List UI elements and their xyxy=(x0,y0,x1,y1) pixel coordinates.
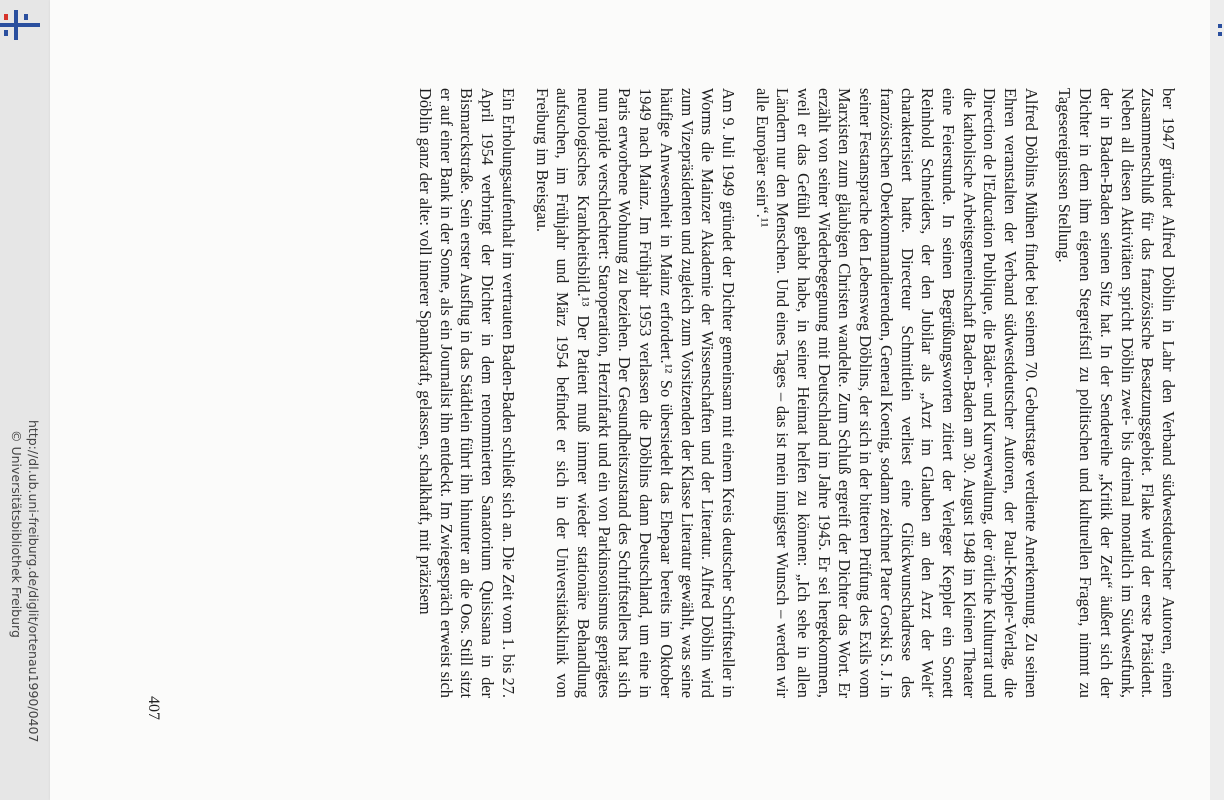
footer xyxy=(0,0,50,800)
paragraph-1: ber 1947 gründet Alfred Döblin in Lahr den Verband südwestdeutscher Autoren, einen Zusammenschluß für das französische Besatzungsgebiet. Flake wird der erste Präsident. Neben all diesen Aktivitäten spricht Döblin zwei- bis dreimal monatlich im Südwestfunk, der in Baden-Baden seinen Sitz hat. In der Sendereihe „Kritik der Zeit“ äußert sich der Dichter in dem ihm eigenen Stegreifstil zu politischen und kulturellen Fragen, nimmt zu Tagesereignissen Stellung. xyxy=(1055,88,1178,698)
paragraph-2: Alfred Döblins Mühen findet bei seinem 70. Geburtstage verdiente Anerkennung. Zu seinen Ehren veranstalten der Verband südwestdeutscher Autoren, der Paul-Keppler-Verlag, die Direction de l'Education Publique, die Bäder- und Kurverwaltung, der örtliche Kulturrat und die katholische Arbeitsgemeinschaft Baden-Baden am 30. August 1948 im Kleinen Theater eine Feierstunde. In seinen Begrüßungsworten zitiert der Verleger Keppler ein Sonett Reinhold Schneiders, der den Jubilar als „Arzt im Glauben an den Arzt der Welt“ charakterisiert hatte. Directeur Schmittlein verliest eine Glückwunschadresse des französischen Oberkommandierenden, General Koenig, sodann zeichnet Pater Gorski S. J. in seiner Festansprache den Lebensweg Döblins, der sich in der bitteren Prüfung des Exils vom Marxisten zum gläubigen Christen wandelte. Zum Schluß ergreift der Dichter das Wort. Er erzählt von seiner Wiederbegegnung mit Deutschland im Jahre 1945. Er sei hergekommen, weil er das Gefühl gehabt habe, in seiner Heimat helfen zu können: „Ich sehe in allen Ländern nur den Menschen. Und eines Tages – das ist mein innigster Wunsch – werden wir alle Europäer sein“.¹¹ xyxy=(752,88,1041,698)
source-url[interactable]: http://dl.ub.uni-freiburg.de/diglit/ortenau1990/0407 xyxy=(26,420,41,743)
footer-rotated xyxy=(0,10,50,790)
viewer-left-strip xyxy=(0,0,50,800)
rotated-page-content xyxy=(50,10,1210,790)
viewer-right-edge xyxy=(1210,0,1224,800)
edge-marker-icon xyxy=(1218,24,1222,38)
copyright-notice: © Universitätsbibliothek Freiburg xyxy=(9,430,24,638)
paragraph-4: Ein Erholungsaufenthalt im vertrauten Baden-Baden schließt sich an. Die Zeit vom 1. bis 27. April 1954 verbringt der Dichter in dem renommierten Sanatorium Quisisana in der Bismarckstraße. Sein erster Ausflug in das Städtlein führt ihn hinunter an die Oos. Still sitzt er auf einer Bank in der Sonne, als ein Journalist ihn entdeckt. Im Zwiegespräch erweist sich Döblin ganz der alte: voll innerer Spannkraft, gelassen, schalkhaft, mit präzisem xyxy=(416,88,518,698)
scanned-page xyxy=(50,0,1210,800)
page-number: 407 xyxy=(145,696,162,720)
page-body xyxy=(401,88,1178,698)
paragraph-3: Am 9. Juli 1949 gründet der Dichter gemeinsam mit einem Kreis deutscher Schriftsteller in Worms die Mainzer Akademie der Wissenschaften und der Literatur. Alfred Döblin wird zum Vizepräsidenten und zugleich zum Vorsitzenden der Klasse Literatur gewählt, was seine häufige Anwesenheit in Mainz erfordert.¹² So übersiedelt das Ehepaar bereits im Oktober 1949 nach Mainz. Im Frühjahr 1953 verlassen die Döblins dann Deutschland, um eine in Paris erworbene Wohnung zu beziehen. Der Gesundheitszustand des Schriftstellers hat sich nun rapide verschlechtert: Staroperation, Herzinfarkt und ein von Parkinsonismus geprägtes neurologisches Krankheitsbild.¹³ Der Patient muß immer wieder stationäre Behandlung aufsuchen, im Frühjahr und März 1954 befindet er sich in der Universitätsklinik von Freiburg im Breisgau. xyxy=(532,88,738,698)
